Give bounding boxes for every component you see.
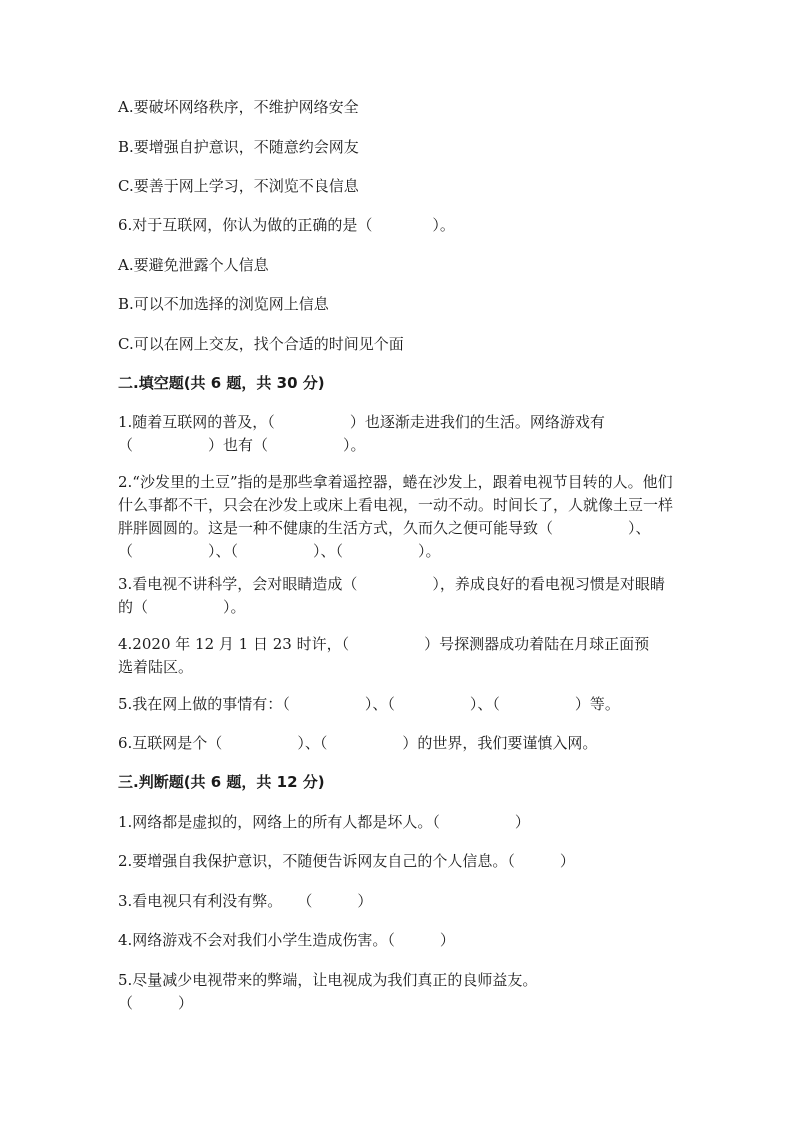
section2-heading: 二.填空题(共 6 题，共 30 分) — [118, 374, 325, 392]
true-false-item-2: 2.要增强自我保护意识，不随便告诉网友自己的个人信息。（ ） — [118, 852, 575, 870]
fill-blank-item-3: 3.看电视不讲科学，会对眼睛造成（ ），养成良好的看电视习惯是对眼睛的（ ）。 — [118, 575, 665, 616]
q6-option-a: A.要避免泄露个人信息 — [118, 256, 269, 274]
true-false-item-5: 5.尽量减少电视带来的弊端，让电视成为我们真正的良师益友。（ ） — [118, 971, 538, 1012]
q5-option-b: B.要增强自护意识，不随意约会网友 — [118, 138, 359, 156]
fill-blank-item-6: 6.互联网是个（ ）、（ ）的世界，我们要谨慎入网。 — [118, 734, 598, 752]
fill-blank-item-1: 1.随着互联网的普及，（ ）也逐渐走进我们的生活。网络游戏有（ ）也有（ ）。 — [118, 413, 605, 454]
q5-option-a: A.要破坏网络秩序，不维护网络安全 — [118, 98, 359, 116]
true-false-item-3: 3.看电视只有利没有弊。 （ ） — [118, 892, 373, 910]
q5-option-c: C.要善于网上学习，不浏览不良信息 — [118, 177, 359, 195]
fill-blank-item-4: 4.2020 年 12 月 1 日 23 时许，（ ）号探测器成功着陆在月球正面预选着陆区。 — [118, 635, 650, 676]
q6-question: 6.对于互联网，你认为做的正确的是（ ）。 — [118, 216, 455, 234]
fill-blank-item-2: 2.“沙发里的土豆”指的是那些拿着遥控器，蜷在沙发上，跟着电视节目转的人。他们什么事都不干，只会在沙发上或床上看电视，一动不动。时间长了，人就像土豆一样胖胖圆圆的。这是一种不健康的生活方式，久而久之便可能导致（ ）、（ ）、（ ）、（ ）。 — [118, 473, 674, 560]
section3-heading: 三.判断题(共 6 题，共 12 分) — [118, 773, 325, 791]
q6-option-b: B.可以不加选择的浏览网上信息 — [118, 295, 329, 313]
true-false-item-4: 4.网络游戏不会对我们小学生造成伤害。（ ） — [118, 931, 455, 949]
true-false-item-1: 1.网络都是虚拟的，网络上的所有人都是坏人。（ ） — [118, 813, 530, 831]
fill-blank-item-5: 5.我在网上做的事情有：（ ）、（ ）、（ ）等。 — [118, 695, 620, 713]
q6-option-c: C.可以在网上交友，找个合适的时间见个面 — [118, 335, 404, 353]
